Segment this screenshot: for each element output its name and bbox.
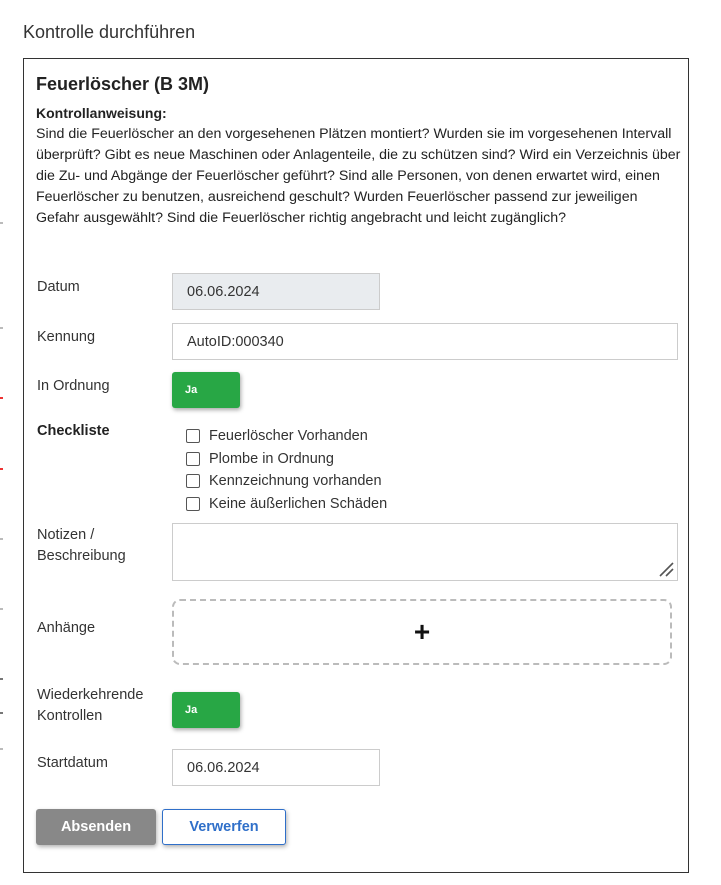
checklist-item-label: Kennzeichnung vorhanden (209, 473, 382, 489)
checkliste-label: Checkliste (37, 423, 110, 439)
checklist-item[interactable] (186, 451, 334, 467)
wiederkehrend-label-line1: Wiederkehrende (37, 687, 144, 703)
startdatum-field[interactable] (172, 749, 380, 786)
submit-button[interactable]: Absenden (36, 809, 156, 845)
checkbox[interactable] (186, 474, 200, 488)
startdatum-value: 06.06.2024 (187, 759, 260, 776)
instruction-text: Sind die Feuerlöscher an den vorgesehenen Plätzen montiert? Wurden sie im vorgesehenen Intervall überprüft? Gibt es neue Maschinen oder Anlagenteile, die zu schützen sind? Wird ein Verzeichnis über die Zu- und Abgänge der Feuerlöscher geführt? Sind alle Personen, von denen erwartet wird, einen Feuerlöscher zu benutzen, ausreichend geschult? Wurden Feuerlöscher passend zur jeweiligen Gefahr ausgewählt? Sind die Feuerlöscher richtig angebracht und leicht zugänglich? (36, 126, 681, 226)
edge-mark (0, 222, 3, 224)
page-title: Kontrolle durchführen (23, 22, 196, 42)
edge-mark (0, 678, 3, 680)
checklist-item-label: Feuerlöscher Vorhanden (209, 428, 368, 444)
checklist-item[interactable] (186, 428, 368, 444)
checklist-item-label: Keine äußerlichen Schäden (209, 496, 388, 512)
wiederkehrend-toggle[interactable] (172, 692, 240, 728)
wiederkehrend-label-line2: Kontrollen (37, 708, 103, 724)
checklist-item[interactable] (186, 473, 382, 489)
checkbox[interactable] (186, 497, 200, 511)
in-ordnung-toggle[interactable] (172, 372, 240, 408)
instruction-label: Kontrollanweisung: (36, 105, 167, 121)
kennung-field[interactable] (172, 323, 678, 360)
notizen-label (37, 525, 126, 567)
edge-mark (0, 327, 3, 329)
edge-mark (0, 748, 3, 750)
edge-mark (0, 538, 3, 540)
checkbox[interactable] (186, 429, 200, 443)
datum-label: Datum (37, 279, 80, 295)
datum-value: 06.06.2024 (187, 283, 260, 300)
add-icon: + (413, 616, 431, 647)
datum-field (172, 273, 380, 310)
notizen-label-line1: Notizen / (37, 527, 95, 543)
startdatum-label: Startdatum (37, 755, 108, 771)
edge-mark (0, 712, 3, 714)
checklist-item[interactable] (186, 496, 387, 512)
inspection-card (23, 58, 689, 873)
notizen-textarea[interactable] (172, 523, 678, 581)
anhaenge-label: Anhänge (37, 620, 96, 636)
wiederkehrend-label (37, 685, 143, 727)
attachment-dropzone[interactable] (172, 599, 672, 665)
in-ordnung-toggle-label: Ja (185, 384, 198, 396)
kennung-label: Kennung (37, 329, 96, 345)
kennung-value: AutoID:000340 (187, 333, 284, 350)
discard-button[interactable]: Verwerfen (162, 809, 286, 845)
in-ordnung-label: In Ordnung (37, 378, 110, 394)
wiederkehrend-toggle-label: Ja (185, 704, 198, 716)
edge-mark (0, 608, 3, 610)
edge-mark (0, 468, 3, 470)
resize-handle-icon[interactable] (657, 560, 675, 578)
checkbox[interactable] (186, 452, 200, 466)
checklist-item-label: Plombe in Ordnung (209, 451, 334, 467)
card-title: Feuerlöscher (B 3M) (36, 74, 210, 94)
edge-mark (0, 397, 3, 399)
notizen-label-line2: Beschreibung (37, 548, 126, 564)
